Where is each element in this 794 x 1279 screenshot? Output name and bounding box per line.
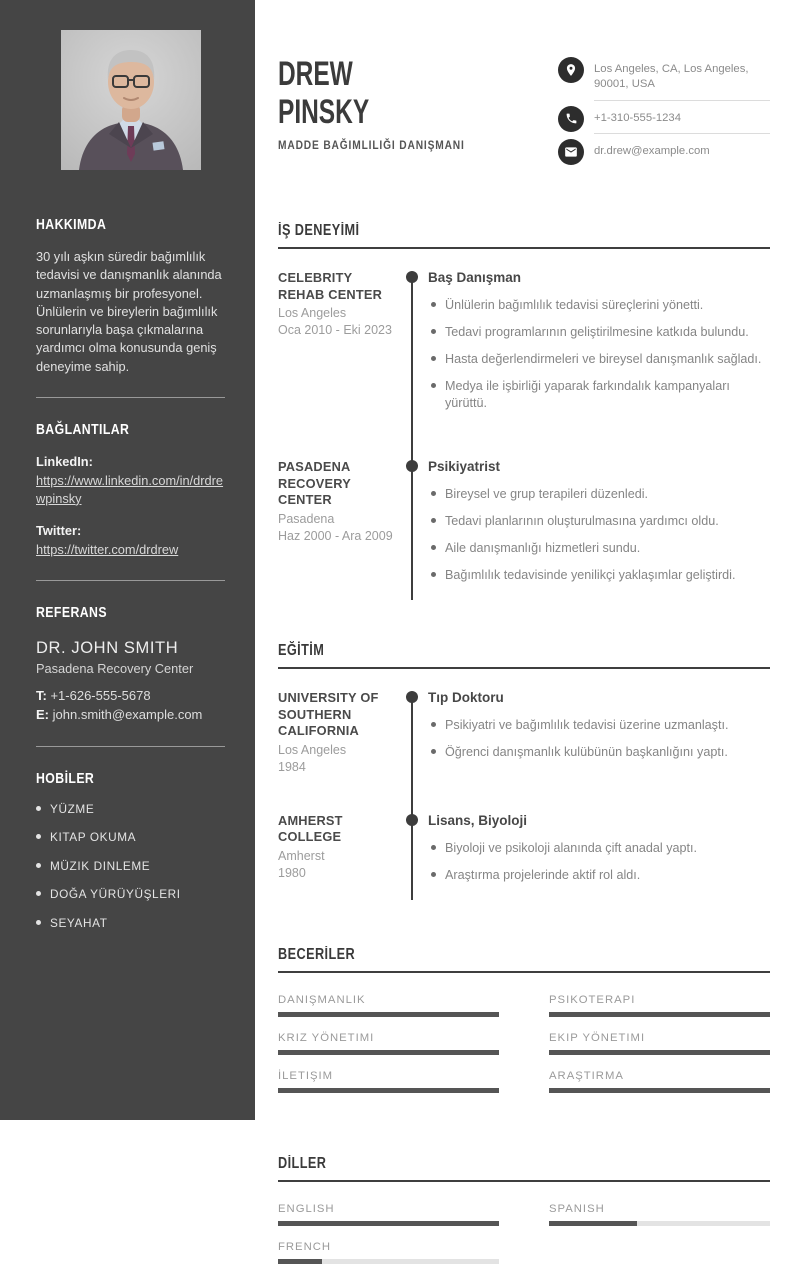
skill-label: KRIZ YÖNETIMI: [278, 1031, 375, 1044]
education-entry: [278, 690, 770, 776]
person-name: [278, 55, 498, 131]
skill-label: İLETIŞIM: [278, 1069, 334, 1082]
bullet-item: Psikiyatri ve bağımlılık tedavisi üzerine uzmanlaştı.: [428, 717, 770, 734]
phone-text: +1-310-555-1234: [594, 106, 770, 134]
bullet-item: Medya ile işbirliği yaparak farkındalık kampanyaları yürüttü.: [428, 378, 770, 412]
contact-phone: [558, 106, 770, 139]
position-title: Baş Danışman: [428, 270, 522, 285]
bullet-item: Aile danışmanlığı hizmetleri sundu.: [428, 540, 770, 557]
email-text: dr.drew@example.com: [594, 144, 710, 157]
name-block: [278, 55, 498, 166]
bullet-item: Tedavi planlarının oluşturulmasına yardımcı oldu.: [428, 513, 770, 530]
bullet-item: Hasta değerlendirmeleri ve bireysel danışmanlık sağladı.: [428, 351, 770, 368]
degree-title: Tıp Doktoru: [428, 690, 504, 705]
bullet-item: Biyoloji ve psikoloji alanında çift anadal yaptı.: [428, 840, 770, 857]
hobbies-heading: HOBİLER: [36, 769, 95, 787]
timeline-dot: [406, 691, 418, 703]
language-label: SPANISH: [549, 1202, 605, 1215]
reference-phone: [36, 686, 225, 706]
skill-item: [549, 994, 770, 1017]
linkedin-link-item: [36, 453, 225, 508]
about-text: 30 yılı aşkın süredir bağımlılık tedavisi ve danışmanlık alanında uzmanlaşmış bir profesyonel. Ünlülerin ve bireylerin bağımlılık sorunlarıyla başa çıkmalarına yardımcı olma konusunda geniş deneyime sahip.: [36, 249, 222, 374]
contact-location: [558, 57, 770, 106]
company-location: Los Angeles: [278, 306, 347, 321]
employment-dates: Oca 2010 - Eki 2023: [278, 323, 392, 338]
skill-bar-fill: [278, 1088, 499, 1093]
sidebar-divider: [36, 397, 225, 398]
language-bar-track: [278, 1221, 499, 1226]
skill-label: EKIP YÖNETIMI: [549, 1031, 646, 1044]
experience-entry-meta: [278, 270, 398, 422]
bullet-item: Tedavi programlarının geliştirilmesine katkıda bulundu.: [428, 324, 770, 341]
sidebar: [0, 0, 255, 1120]
links-heading: BAĞLANTILAR: [36, 421, 130, 439]
skill-bar-track: [278, 1050, 499, 1055]
reference-company: Pasadena Recovery Center: [36, 660, 194, 676]
sidebar-divider: [36, 580, 225, 581]
skill-bar-track: [549, 1050, 770, 1055]
reference-email-value: john.smith@example.com: [52, 707, 203, 723]
skill-item: [278, 1070, 499, 1093]
sidebar-section-about: [36, 216, 225, 376]
hobby-item: DOĞA YÜRÜYÜŞLERI: [36, 887, 225, 901]
language-bar-track: [549, 1221, 770, 1226]
contact-block: [558, 57, 770, 166]
sidebar-section-hobbies: [36, 770, 225, 930]
education-entry-meta: [278, 690, 398, 776]
experience-entry-meta: [278, 459, 398, 594]
skill-label: DANIŞMANLIK: [278, 993, 366, 1006]
reference-heading: REFERANS: [36, 603, 107, 621]
bullet-item: Araştırma projelerinde aktif rol aldı.: [428, 867, 770, 884]
linkedin-label: LinkedIn:: [36, 454, 93, 470]
language-label: ENGLISH: [278, 1202, 335, 1215]
linkedin-link[interactable]: https://www.linkedin.com/in/drdrewpinsky: [36, 472, 224, 506]
experience-entry: [278, 459, 770, 594]
sidebar-section-reference: [36, 604, 225, 725]
bullet-item: Bağımlılık tedavisinde yenilikçi yaklaşımlar geliştirdi.: [428, 567, 770, 584]
experience-entry-details: [398, 459, 770, 594]
hobby-item: SEYAHAT: [36, 916, 225, 930]
skill-bar-fill: [278, 1012, 499, 1017]
skill-bar-track: [549, 1088, 770, 1093]
sidebar-section-links: [36, 421, 225, 559]
phone-icon: [558, 106, 584, 132]
hobby-item: MÜZIK DINLEME: [36, 859, 225, 873]
timeline-dot: [406, 460, 418, 472]
location-icon: [558, 57, 584, 83]
language-bar-fill: [278, 1221, 499, 1226]
profile-photo-illustration: [61, 30, 201, 170]
reference-name: DR. JOHN SMITH: [36, 638, 179, 657]
reference-phone-value: +1-626-555-5678: [50, 687, 151, 703]
skill-item: [549, 1070, 770, 1093]
header: [278, 55, 770, 166]
location-text: Los Angeles, CA, Los Angeles, 90001, USA: [594, 57, 770, 101]
position-bullets: [428, 486, 770, 584]
skills-heading: BECERİLER: [278, 946, 770, 973]
section-education: [278, 642, 770, 900]
experience-entries: [278, 270, 770, 600]
first-name: DREW: [278, 55, 353, 93]
education-entry-details: [398, 813, 770, 894]
skill-item: [278, 994, 499, 1017]
education-entry: [278, 813, 770, 894]
languages-grid: [278, 1203, 770, 1279]
section-skills: [278, 946, 770, 1108]
experience-entry-details: [398, 270, 770, 422]
job-title: MADDE BAĞIMLILIĞI DANIŞMANI: [278, 138, 465, 152]
language-label: FRENCH: [278, 1240, 332, 1253]
experience-heading: İŞ DENEYİMİ: [278, 222, 770, 249]
twitter-link-item: [36, 522, 225, 559]
company-name: CELEBRITY REHAB CENTER: [278, 270, 383, 302]
reference-email-label: E:: [36, 707, 49, 723]
language-bar-fill: [278, 1259, 322, 1264]
sidebar-divider: [36, 746, 225, 747]
school-name: UNIVERSITY OF SOUTHERN CALIFORNIA: [278, 690, 379, 739]
reference-email: [36, 705, 225, 725]
company-location: Pasadena: [278, 511, 335, 526]
skill-bar-fill: [278, 1050, 499, 1055]
reference-phone-label: T:: [36, 687, 47, 703]
degree-title: Lisans, Biyoloji: [428, 812, 528, 828]
timeline-dot: [406, 271, 418, 283]
school-location: Los Angeles: [278, 742, 347, 757]
profile-photo: [61, 30, 201, 170]
hobby-item: KITAP OKUMA: [36, 830, 225, 844]
last-name: PINSKY: [278, 93, 370, 131]
skill-bar-fill: [549, 1050, 770, 1055]
graduation-year: 1980: [278, 865, 306, 880]
section-experience: [278, 222, 770, 600]
skill-item: [549, 1032, 770, 1055]
company-name: PASADENA RECOVERY CENTER: [278, 459, 351, 508]
language-bar-fill: [549, 1221, 637, 1226]
school-name: AMHERST COLLEGE: [278, 812, 343, 845]
languages-heading: DİLLER: [278, 1155, 770, 1182]
bullet-item: Ünlülerin bağımlılık tedavisi süreçlerini yönetti.: [428, 297, 770, 314]
twitter-label: Twitter:: [36, 522, 82, 538]
skill-label: PSIKOTERAPI: [549, 993, 636, 1006]
hobby-list: [36, 802, 225, 930]
skills-grid: [278, 994, 770, 1108]
skill-bar-fill: [549, 1012, 770, 1017]
language-item: [278, 1203, 499, 1226]
employment-dates: Haz 2000 - Ara 2009: [278, 528, 393, 543]
twitter-link[interactable]: https://twitter.com/drdrew: [36, 541, 179, 557]
position-bullets: [428, 297, 770, 412]
skill-item: [278, 1032, 499, 1055]
bullet-item: Öğrenci danışmanlık kulübünün başkanlığını yaptı.: [428, 744, 770, 761]
graduation-year: 1984: [278, 759, 306, 774]
skill-bar-track: [278, 1088, 499, 1093]
skill-bar-track: [278, 1012, 499, 1017]
skill-bar-track: [549, 1012, 770, 1017]
skill-label: ARAŞTIRMA: [549, 1069, 624, 1082]
degree-bullets: [428, 717, 770, 761]
education-entry-meta: [278, 813, 398, 894]
bullet-item: Bireysel ve grup terapileri düzenledi.: [428, 486, 770, 503]
hobby-item: YÜZME: [36, 802, 225, 816]
language-bar-track: [278, 1259, 499, 1264]
experience-entry: [278, 270, 770, 422]
main-content: [255, 0, 794, 1253]
school-location: Amherst: [278, 848, 325, 863]
section-languages: [278, 1155, 770, 1279]
timeline-dot: [406, 814, 418, 826]
language-item: [549, 1203, 770, 1226]
contact-email: [558, 139, 770, 166]
skill-bar-fill: [549, 1088, 770, 1093]
position-title: Psikiyatrist: [428, 459, 501, 474]
about-heading: HAKKIMDA: [36, 216, 107, 233]
education-entries: [278, 690, 770, 900]
email-icon: [558, 139, 584, 165]
degree-bullets: [428, 840, 770, 884]
language-item: [278, 1241, 499, 1264]
education-entry-details: [398, 690, 770, 776]
education-heading: EĞİTİM: [278, 642, 770, 669]
